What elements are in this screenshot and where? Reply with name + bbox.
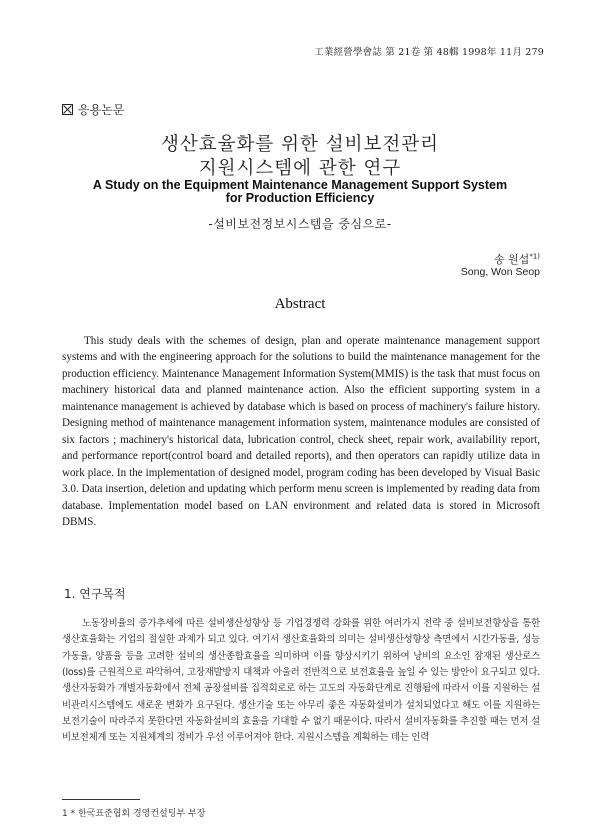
boxed-cross-icon [62, 104, 73, 115]
english-title-line2: for Production Efficiency [225, 191, 375, 205]
korean-title-line1: 생산효율화를 위한 설비보전관리 [161, 134, 439, 155]
section-tag-label: 응용논문 [78, 103, 125, 117]
section-tag [62, 101, 124, 118]
section-heading: 1. 연구목적 [64, 587, 126, 601]
english-title-line1: A Study on the Equipment Maintenance Management Support System [92, 178, 508, 192]
author-english: Song, Won Seop [460, 266, 540, 278]
abstract-heading: Abstract [274, 296, 326, 312]
author-footnote-mark: *1) [529, 252, 540, 261]
section-paragraph: 노동장비율의 증가추세에 따른 설비생산성향상 등 기업경쟁력 강화를 위한 여러가지 전략 중 설비보전향상을 통한 생산효율화는 기업의 절실한 과제가 되고 있다. 여기서 생산효율화의 의미는 설비생산성향상 측면에서 시간가동율, 성능가동율, 양품율 등을 고려한 설비의 생산종합효율을 의미하며 이를 향상시키기 위하여 낭비의 요소인 잠재된 생산로스(loss)를 근원적으로 파악하여, 고장재발방지 대책과 아울러 전반적으로 보전효율을 높일 수 있는 방안이 요구되고 있다. 생산자동화가 개별자동화에서 전체 공장설비를 집적회로로 하는 고도의 자동화단계로 진행됨에 따라서 이를 지원하는 설비관리시스템에도 새로운 변화가 요구된다. 생산기술 또는 아무리 좋은 자동화설비가 설치되었다고 해도 이를 지원하는 보전기술이 따라주지 못한다면 자동화설비의 효율을 기대할 수 없기 때문이다. 따라서 설비자동화를 추진할 때는 먼저 설비보전체계 또는 지원체계의 정비가 우선 이루어져야 한다. 지원시스템을 계획하는 데는 인력 [62, 618, 540, 744]
running-header: 工業經營學會誌 第 21卷 第 48輯 1998年 11月 279 [314, 47, 544, 58]
footnote: 1 * 한국표준협회 경영컨설팅부 부장 [62, 809, 206, 819]
korean-subtitle: -설비보전정보시스템을 중심으로- [208, 217, 392, 231]
footnote-rule [62, 799, 140, 800]
author-korean [494, 251, 540, 267]
korean-title-line2: 지원시스템에 관한 연구 [198, 158, 402, 179]
abstract-text: This study deals with the schemes of design, plan and operate maintenance management support systems and with the engineering approach for the solutions to build the maintenance management for the production efficiency. Maintenance Management Information System(MMIS) is the task that must focus on machinery historical data and planned maintenance action. Also the efficient supporting system in a maintenance management is achieved by database which is based on process of machinery's failure history. Designing method of maintenance management information system, maintenance modules are consisted of six factors ; machinery's historical data, lubrication control, check sheet, repair work, availability report, and performance report(control board and detailed reports), and then operators can rapidly utilize data in work place. In the implementation of designed model, program coding has been developed by Visual Basic 3.0. Data insertion, deletion and updating which perform menu screen is implemented by reading data from database. Implementation model based on LAN environment and related data is stored in Microsoft DBMS. [62, 335, 540, 528]
author-korean-name: 송 원섭 [493, 253, 530, 266]
